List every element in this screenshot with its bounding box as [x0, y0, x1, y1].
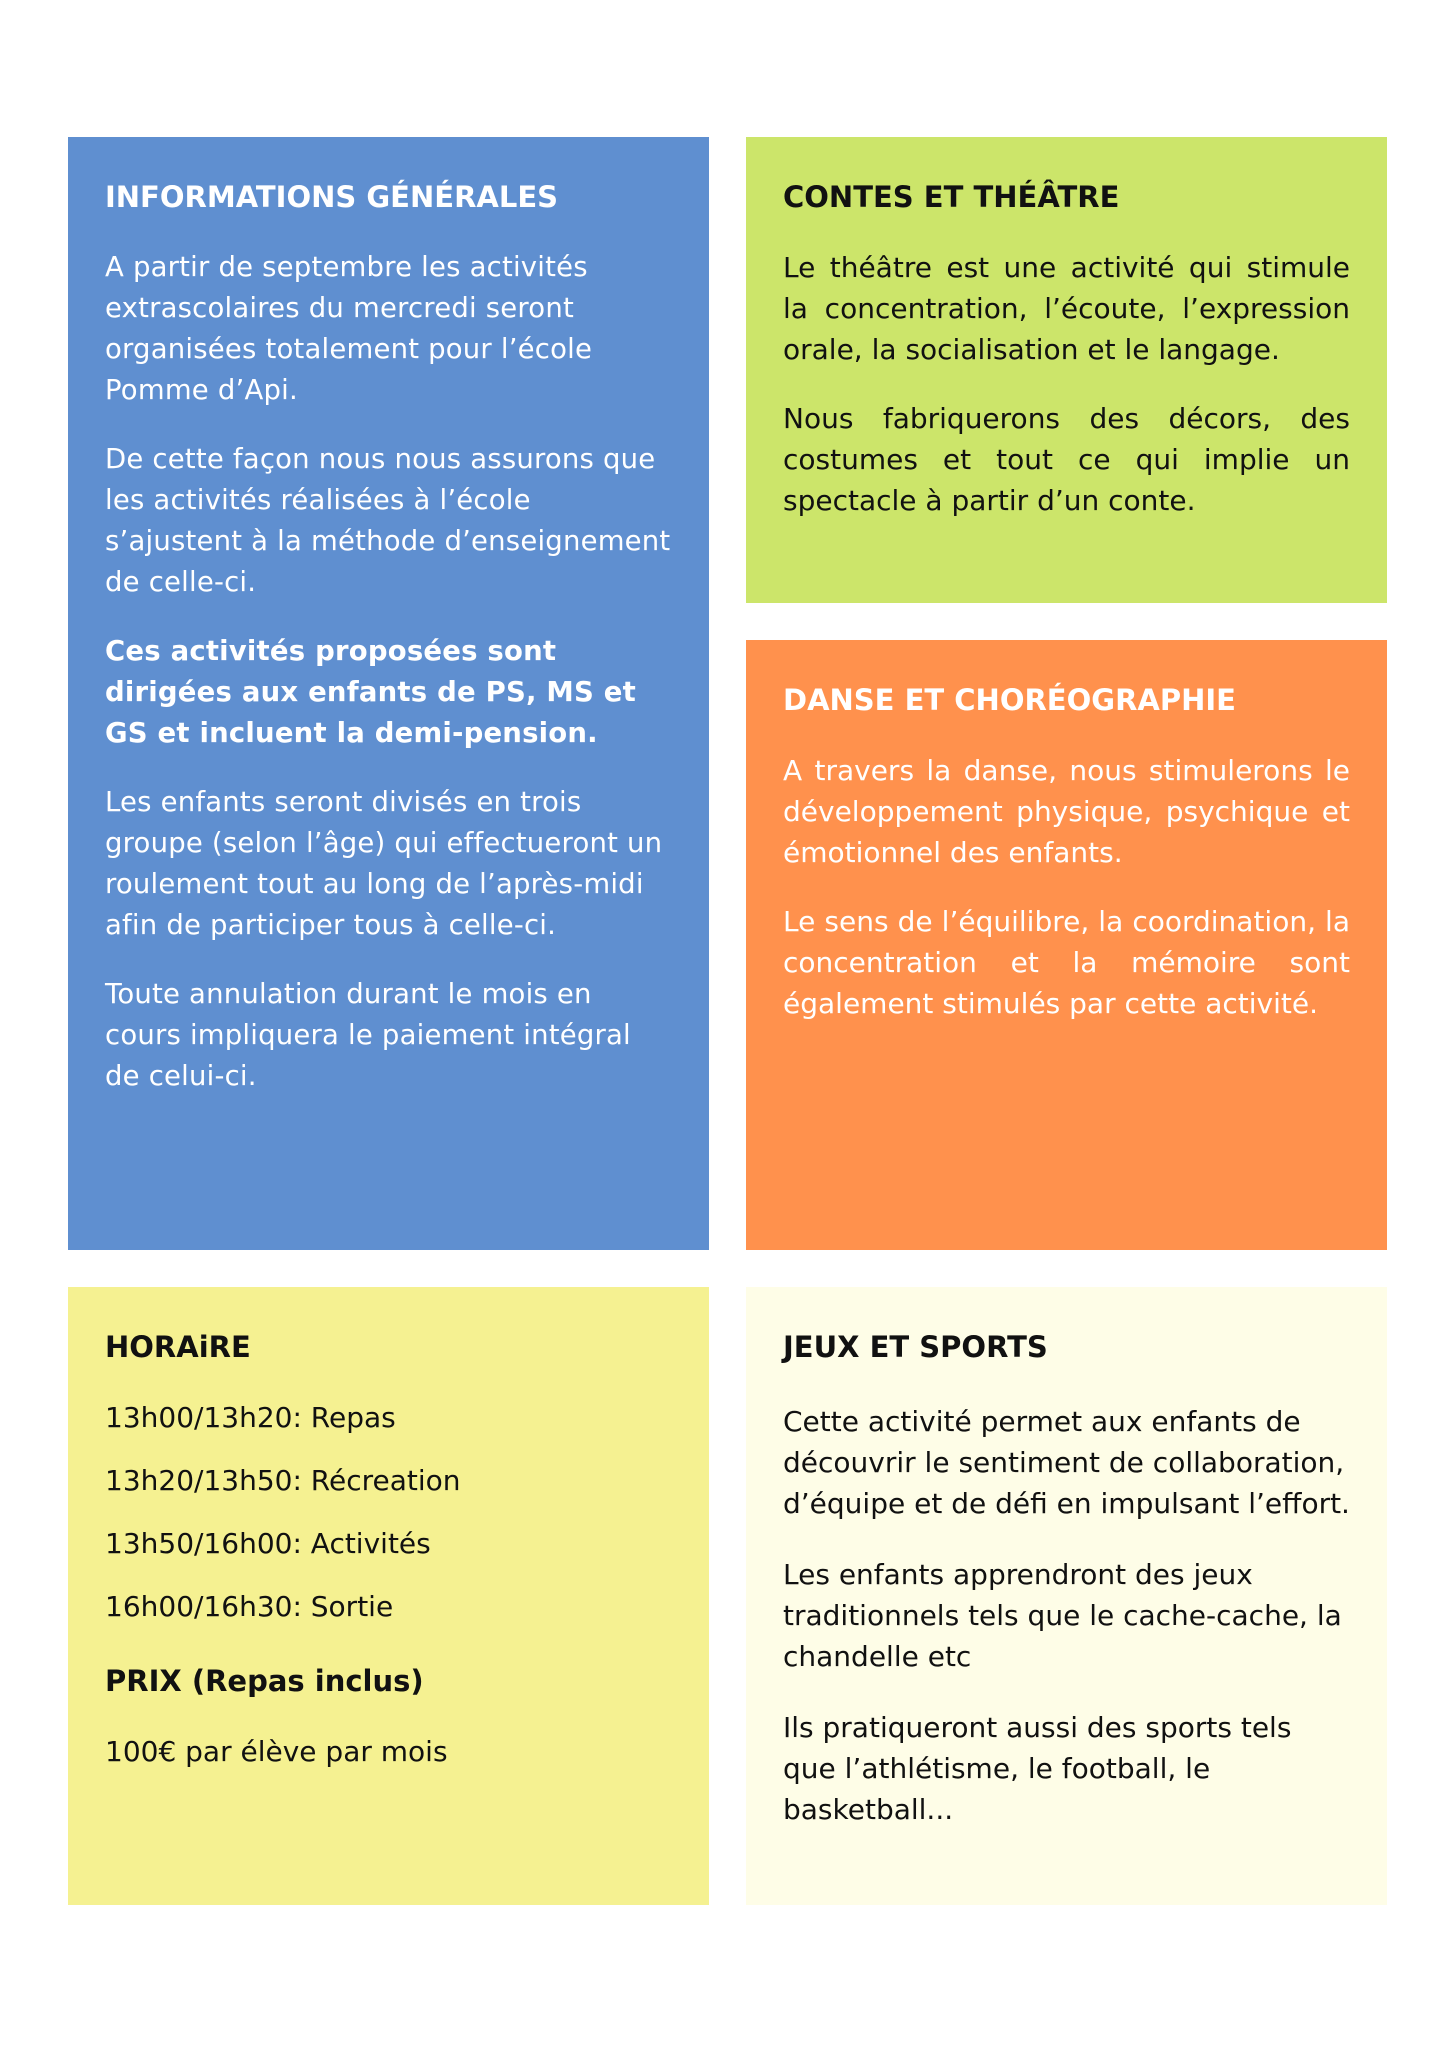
jeux-paragraph-1: Cette activité permet aux enfants de découvrir le sentiment de collaboration, d’équipe et de défi en impulsant l’effort. — [783, 1405, 1350, 1520]
price-value: 100€ par élève par mois — [105, 1735, 448, 1768]
contes-paragraph-2: Nous fabriquerons des décors, des costumes et tout ce qui implie un spectacle à partir d’un conte. — [783, 402, 1350, 517]
danse-paragraph-2: Le sens de l’équilibre, la coordination, la concentration et la mémoire sont également stimulés par cette activité. — [783, 905, 1350, 1020]
info-paragraph-2: De cette façon nous nous assurons que les activités réalisées à l’école s’ajustent à la méthode d’enseignement de celle-ci. — [105, 443, 671, 598]
contes-paragraph-1: Le théâtre est une activité qui stimule la concentration, l’écoute, l’expression orale, la socialisation et le langage. — [783, 251, 1350, 366]
danse-paragraph-1: A travers la danse, nous stimulerons le développement physique, psychique et émotionnel des enfants. — [783, 754, 1350, 869]
info-paragraph-3: Ces activités proposées sont dirigées aux enfants de PS, MS et GS et incluent la demi-pension. — [105, 635, 636, 749]
jeux-paragraph-3: Ils pratiqueront aussi des sports tels que l’athlétisme, le football, le basketball... — [783, 1711, 1292, 1826]
info-title: INFORMATIONS GÉNÉRALES — [105, 180, 559, 214]
price-title: PRIX (Repas inclus) — [105, 1664, 424, 1698]
info-panel — [68, 137, 709, 1250]
schedule-item: 13h00/13h20: Repas — [105, 1401, 396, 1434]
contes-title: CONTES ET THÉÂTRE — [783, 180, 1120, 214]
jeux-title: JEUX ET SPORTS — [783, 1330, 1048, 1364]
schedule-item: 13h50/16h00: Activités — [105, 1527, 431, 1560]
schedule-item: 13h20/13h50: Récreation — [105, 1464, 461, 1497]
jeux-panel — [746, 1287, 1387, 1905]
danse-title: DANSE ET CHORÉOGRAPHIE — [783, 683, 1236, 717]
horaire-title: HORAiRE — [105, 1330, 251, 1364]
schedule-item: 16h00/16h30: Sortie — [105, 1590, 394, 1623]
jeux-paragraph-2: Les enfants apprendront des jeux traditionnels tels que le cache-cache, la chandelle etc — [783, 1558, 1342, 1673]
info-paragraph-4: Les enfants seront divisés en trois groupe (selon l’âge) qui effectueront un roulement tout au long de l’après-midi afin de participer tous à celle-ci. — [105, 786, 663, 941]
info-paragraph-1: A partir de septembre les activités extrascolaires du mercredi seront organisées totalement pour l’école Pomme d’Api. — [105, 251, 593, 406]
horaire-panel — [68, 1287, 709, 1905]
info-paragraph-5: Toute annulation durant le mois en cours impliquera le paiement intégral de celui-ci. — [105, 978, 631, 1092]
contes-panel — [746, 137, 1387, 603]
danse-panel — [746, 640, 1387, 1250]
